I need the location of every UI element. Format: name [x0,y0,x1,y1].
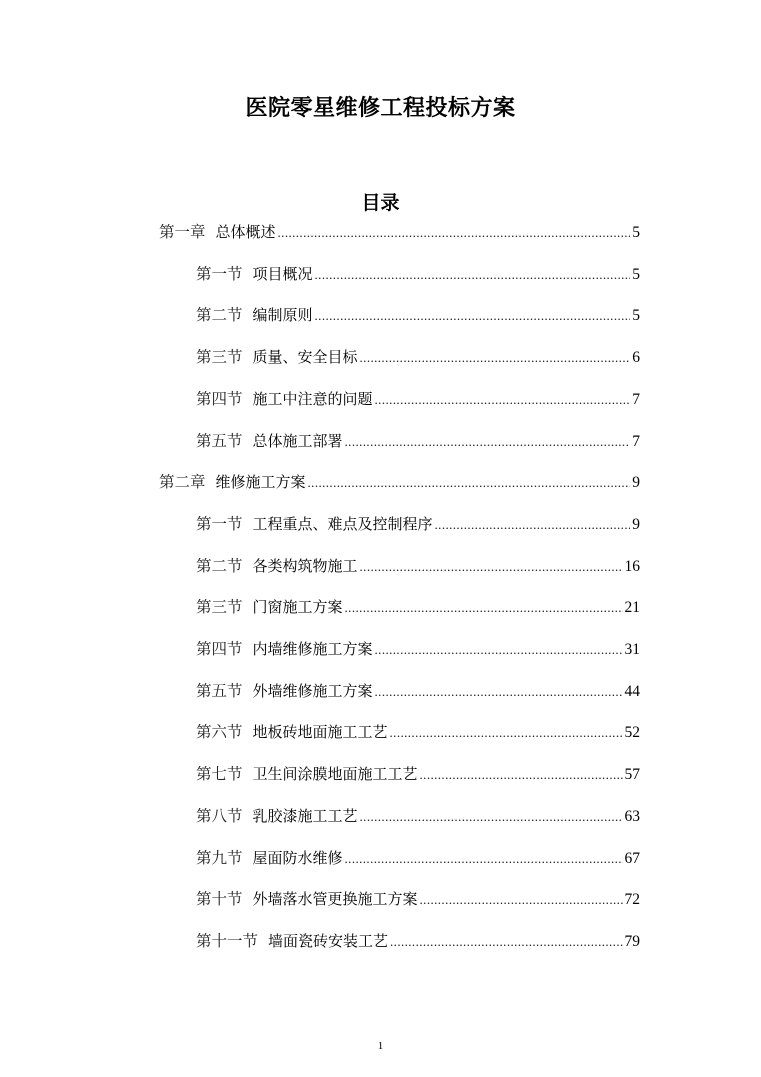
toc-entry-page: 7 [632,390,640,408]
toc-section-entry[interactable] [196,637,640,661]
toc-dot-leader [420,763,623,787]
toc-entry-title: 门窗施工方案 [252,598,343,617]
toc-entry-label: 第六节 [196,723,243,742]
toc-section-entry[interactable] [196,554,640,578]
toc-entry-page: 9 [632,515,640,533]
toc-entry-title: 编制原则 [252,306,313,325]
toc-entry-page: 79 [624,932,640,950]
toc-section-entry[interactable] [196,345,640,369]
toc-dot-leader [345,430,631,454]
toc-dot-leader [390,930,622,954]
toc-section-entry[interactable] [196,720,640,744]
toc-entry-label: 第十节 [196,890,243,909]
document-title: 医院零星维修工程投标方案 [245,96,516,121]
toc-entry-page: 5 [632,265,640,283]
toc-entry-page: 63 [624,807,640,825]
toc-dot-leader [375,638,623,662]
toc-entry-page: 67 [624,849,640,867]
toc-entry-label: 第三节 [196,348,243,367]
toc-dot-leader [308,471,631,495]
toc-entry-page: 21 [624,599,640,617]
toc-section-entry[interactable] [196,887,640,911]
toc-entry-title: 内墙维修施工方案 [252,640,373,658]
toc-entry-title: 质量、安全目标 [252,348,358,367]
toc-section-entry[interactable] [196,762,640,786]
toc-chapter-entry[interactable] [159,470,640,494]
toc-entry-label: 第十一节 [196,931,259,950]
toc-entry-label: 第五节 [196,681,243,700]
toc-entry-title: 工程重点、难点及控制程序 [252,514,433,533]
toc-entry-page: 57 [624,766,640,784]
toc-entry-label: 第九节 [196,848,243,867]
toc-dot-leader [345,596,623,620]
toc-entry-title: 总体施工部署 [252,431,343,450]
toc-section-entry[interactable] [196,303,640,327]
toc-dot-leader [375,388,631,412]
toc-entry-page: 7 [632,432,640,450]
toc-entry-page: 52 [624,724,640,742]
toc-entry-page: 16 [624,557,640,575]
toc-section-entry[interactable] [196,846,640,870]
toc-entry-title: 项目概况 [252,264,313,283]
toc-entry-label: 第五节 [196,431,243,450]
toc-dot-leader [345,847,623,871]
toc-chapter-entry[interactable] [159,220,640,244]
toc-dot-leader [435,513,631,537]
toc-entry-title: 外墙落水管更换施工方案 [252,890,418,909]
toc-entry-page: 6 [632,349,640,367]
toc-entry-label: 第七节 [196,765,243,784]
toc-entry-title: 屋面防水维修 [252,848,343,867]
toc-entry-title: 墙面瓷砖安装工艺 [268,931,389,950]
toc-entry-label: 第三节 [196,598,243,617]
toc-entry-title: 卫生间涂膜地面施工工艺 [252,765,418,784]
toc-section-entry[interactable] [196,929,640,953]
toc-entry-label: 第一节 [196,264,243,283]
toc-entry-title: 施工中注意的问题 [252,389,373,408]
toc-entry-label: 第二节 [196,556,243,575]
toc-entry-title: 各类构筑物施工 [252,556,358,575]
toc-heading: 目录 [361,192,400,214]
toc-dot-leader [375,680,623,704]
toc-entry-label: 第一章 [159,223,206,241]
toc-section-entry[interactable] [196,595,640,619]
toc-dot-leader [315,263,631,287]
toc-dot-leader [360,555,623,579]
toc-dot-leader [360,346,631,370]
toc-section-entry[interactable] [196,679,640,703]
toc-entry-label: 第二章 [159,473,206,492]
toc-dot-leader [278,221,631,245]
toc-entry-title: 维修施工方案 [215,473,306,492]
toc-entry-label: 第四节 [196,389,243,408]
toc-section-entry[interactable] [196,804,640,828]
toc-dot-leader [420,888,623,912]
toc-section-entry[interactable] [196,262,640,286]
toc-dot-leader [390,721,623,745]
toc-entry-page: 44 [624,682,640,700]
toc-entry-label: 第一节 [196,514,243,533]
toc-dot-leader [360,805,623,829]
toc-section-entry[interactable] [196,512,640,536]
toc-entry-page: 5 [632,307,640,325]
toc-entry-page: 31 [624,641,640,658]
toc-dot-leader [315,304,631,328]
toc-entry-label: 第四节 [196,640,243,658]
toc-entry-label: 第二节 [196,306,243,325]
toc-entry-title: 总体概述 [215,223,276,241]
toc-entry-title: 地板砖地面施工工艺 [252,723,388,742]
toc-entry-label: 第八节 [196,806,243,825]
toc-entry-title: 外墙维修施工方案 [252,681,373,700]
toc-entry-page: 72 [624,891,640,909]
toc-entry-title: 乳胶漆施工工艺 [252,806,358,825]
toc-entry-page: 5 [632,224,640,241]
toc-entry-page: 9 [632,474,640,492]
toc-section-entry[interactable] [196,429,640,453]
toc-section-entry[interactable] [196,387,640,411]
page-number: 1 [377,1040,384,1052]
